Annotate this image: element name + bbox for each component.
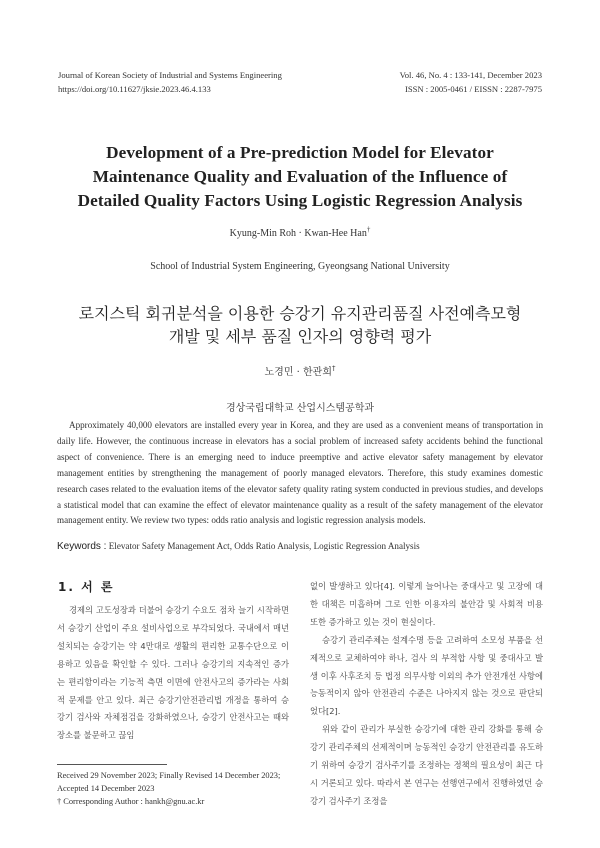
journal-header-right bbox=[400, 68, 542, 96]
keywords bbox=[57, 541, 543, 552]
corresponding-mark: † bbox=[57, 797, 62, 807]
body-column-right bbox=[310, 578, 543, 811]
english-affiliation: School of Industrial System Engineering, Gyeongsang National University bbox=[150, 261, 450, 272]
english-title bbox=[30, 141, 570, 213]
english-title-line: Maintenance Quality and Evaluation of the Influence of bbox=[92, 167, 508, 186]
abstract: Approximately 40,000 elevators are installed every year in Korea, and they are used as a convenient means of transportation in daily life. However, the continuous increase in elevators has a social problem of increased safety accidents behind the functional aspect of convenience. There is an emerging need to induce preemptive and active elevator safety management by elevator management entities by strengthening the management of poorly managed elevators. Therefore, this study examines domestic research cases related to the evaluation items of the elevator safety quality rating system conducted in previous studies, and develops a statistical model that can examine the effect of elevator maintenance quality as a result of the safety management of the elevator management entity. We review two types: odds ratio analysis and logistic regression analysis models. bbox=[57, 420, 543, 526]
journal-name: Journal of Korean Society of Industrial and Systems Engineering bbox=[58, 70, 282, 80]
korean-authors bbox=[0, 363, 600, 378]
korean-title bbox=[30, 302, 570, 348]
corresponding-mark: † bbox=[332, 364, 336, 373]
body-paragraph: 없이 발생하고 있다[4]. 이렇게 늘어나는 중대사고 및 고장에 대한 대책은 미흡하며 그로 인한 이용자의 불안감 및 사회적 비용 또한 증가하고 있는 것이 현실이다. bbox=[310, 581, 543, 627]
body-paragraph: 승강기 관리주체는 설계수명 등을 고려하여 소모성 부품을 선제적으로 교체하여야 하나, 검사 의 부적합 사항 및 중대사고 발생 이후 사후조치 등 법정 의무사항 이외의 추가 안전개선 사항에 능동적이지 않아 안전관리 수준은 나아지지 않는 것으로 판단되었다[2]. bbox=[310, 634, 543, 717]
korean-affiliation: 경상국립대학교 산업시스템공학과 bbox=[225, 403, 375, 414]
footnotes bbox=[57, 769, 289, 809]
received-date: Received 29 November 2023; Finally Revised 14 December 2023; bbox=[57, 771, 281, 780]
section-heading: 1. 서 론 bbox=[58, 580, 115, 594]
issn-info: ISSN : 2005-0461 / EISSN : 2287-7975 bbox=[404, 84, 542, 94]
volume-info: Vol. 46, No. 4 : 133-141, December 2023 bbox=[399, 70, 542, 80]
journal-header-left bbox=[58, 68, 282, 96]
corresponding-author bbox=[57, 795, 289, 808]
english-title-line: Development of a Pre-prediction Model for Elevator bbox=[106, 143, 494, 162]
korean-author-names: 노경민 · 한관희 bbox=[264, 367, 332, 378]
english-authors bbox=[0, 225, 600, 239]
corresponding-author-text: Corresponding Author : hankh@gnu.ac.kr bbox=[63, 797, 205, 807]
corresponding-mark: † bbox=[366, 225, 371, 234]
body-paragraph: 위와 같이 관리가 부실한 승강기에 대한 관리 강화를 통해 승강기 관리주체의 선제적이며 능동적인 승강기 안전관리를 유도하기 위하여 승강기 검사주기를 조정하는 정책의 필요성이 최근 다시 거론되고 있다. 따라서 본 연구는 선행연구에서 진행하였던 승강기 검사주기 조정을 bbox=[310, 724, 543, 806]
doi-link[interactable]: https://doi.org/10.11627/jksie.2023.46.4.133 bbox=[58, 84, 211, 94]
korean-title-line: 로지스틱 회귀분석을 이용한 승강기 유지관리품질 사전예측모형 bbox=[78, 304, 522, 323]
accepted-date: Accepted 14 December 2023 bbox=[57, 784, 155, 794]
english-author-names: Kyung-Min Roh · Kwan-Hee Han bbox=[229, 228, 367, 239]
keywords-label: Keywords : bbox=[57, 541, 107, 552]
body-column-left bbox=[57, 602, 289, 745]
body-paragraph: 경제의 고도성장과 더불어 승강기 수요도 점차 늘기 시작하면서 승강기 산업이 주요 설비사업으로 부각되었다. 국내에서 매년 설치되는 승강기는 약 4만대로 생활의 편리한 교통수단으로 이용하고 있음을 확인할 수 있다. 그러나 승강기의 지속적인 증가는 편리함이라는 기능적 측면 이면에 안전사고의 증가라는 사회적 문제를 안고 있다. 최근 승강기안전관리법 개정을 통하여 승강기 검사와 자체점검을 강화하였으나, 승강기 안전사고는 때와 장소를 불문하고 끊임 bbox=[57, 605, 289, 741]
english-title-line: Detailed Quality Factors Using Logistic Regression Analysis bbox=[77, 191, 523, 210]
korean-title-line: 개발 및 세부 품질 인자의 영향력 평가 bbox=[168, 327, 432, 346]
footnote-divider bbox=[57, 764, 167, 765]
keywords-text: Elevator Safety Management Act, Odds Ratio Analysis, Logistic Regression Analysis bbox=[108, 541, 420, 551]
